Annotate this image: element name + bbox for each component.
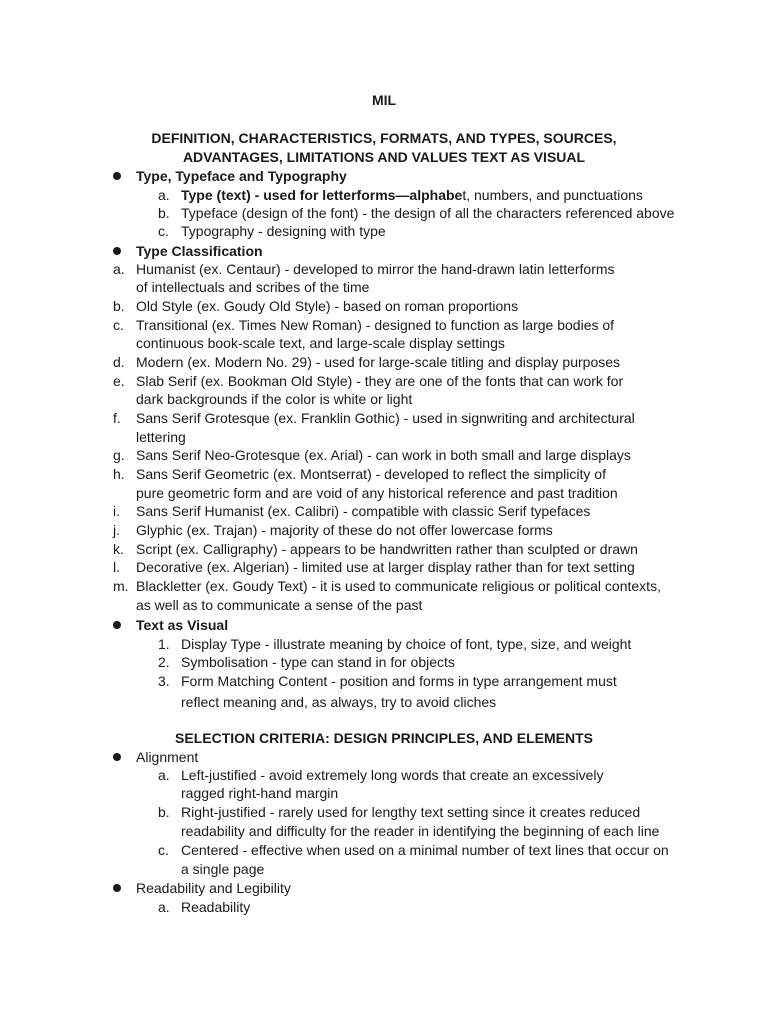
- list-marker: f.: [113, 410, 121, 426]
- list-marker: j.: [113, 522, 120, 538]
- list-item-line: Humanist (ex. Centaur) - developed to mirror the hand-drawn latin letterforms: [136, 261, 615, 277]
- list-marker: b.: [158, 804, 170, 820]
- list-item-line: a single page: [181, 861, 265, 877]
- list-marker: a.: [158, 899, 170, 915]
- list-marker: m.: [113, 578, 129, 594]
- list-marker: 2.: [158, 654, 170, 670]
- bullet-icon: [113, 172, 121, 180]
- list-item-line: Old Style (ex. Goudy Old Style) - based on roman proportions: [136, 298, 519, 314]
- list-marker: e.: [113, 373, 125, 389]
- list-item-line: Symbolisation - type can stand in for objects: [181, 654, 455, 670]
- section-type-label: Type, Typeface and Typography: [136, 168, 347, 184]
- list-item-line: readability and difficulty for the reader in identifying the beginning of each line: [181, 823, 660, 839]
- section-alignment-label: Alignment: [136, 749, 199, 765]
- list-item-line: Form Matching Content - position and forms in type arrangement must: [181, 673, 617, 689]
- list-item-line: Transitional (ex. Times New Roman) - designed to function as large bodies of: [136, 317, 615, 333]
- list-marker: 1.: [158, 636, 170, 652]
- list-item-line: Readability: [181, 899, 251, 915]
- list-item: Typography - designing with type: [181, 223, 386, 239]
- document-title: MIL: [371, 92, 397, 108]
- list-item-line: Sans Serif Neo-Grotesque (ex. Arial) - can work in both small and large displays: [136, 447, 631, 463]
- list-item-line: Display Type - illustrate meaning by choice of font, type, size, and weight: [181, 636, 632, 652]
- bullet-icon: [113, 753, 121, 761]
- list-marker: c.: [113, 317, 124, 333]
- list-marker: a.: [158, 767, 170, 783]
- section-readability-label: Readability and Legibility: [136, 880, 291, 896]
- list-item-line: ragged right-hand margin: [181, 785, 339, 801]
- list-item-line: dark backgrounds if the color is white or light: [136, 391, 413, 407]
- list-item-line: Sans Serif Geometric (ex. Montserrat) - developed to reflect the simplicity of: [136, 466, 606, 482]
- list-marker: c.: [158, 842, 169, 858]
- bullet-icon: [113, 621, 121, 629]
- list-item-line: lettering: [136, 429, 186, 445]
- list-marker: l.: [113, 559, 120, 575]
- list-item-line: Centered - effective when used on a minimal number of text lines that occur on: [181, 842, 669, 858]
- list-item-line: Glyphic (ex. Trajan) - majority of these do not offer lowercase forms: [136, 522, 553, 538]
- section-classification-label: Type Classification: [136, 243, 263, 259]
- main-heading-line-1: DEFINITION, CHARACTERISTICS, FORMATS, AND TYPES, SOURCES,: [151, 130, 617, 146]
- list-item-line: Sans Serif Humanist (ex. Calibri) - compatible with classic Serif typefaces: [136, 503, 591, 519]
- selection-heading: SELECTION CRITERIA: DESIGN PRINCIPLES, AND ELEMENTS: [175, 730, 593, 746]
- list-marker: i.: [113, 503, 120, 519]
- list-item: Typeface (design of the font) - the design of all the characters referenced above: [181, 205, 675, 221]
- list-item-line: Script (ex. Calligraphy) - appears to be handwritten rather than sculpted or drawn: [136, 541, 638, 557]
- list-marker: b.: [113, 298, 125, 314]
- list-item-line: of intellectuals and scribes of the time: [136, 279, 370, 295]
- list-item: [181, 186, 643, 204]
- list-marker: a.: [113, 261, 125, 277]
- list-marker: b.: [158, 205, 170, 221]
- bullet-icon: [113, 247, 121, 255]
- list-item-line: pure geometric form and are void of any historical reference and past tradition: [136, 485, 618, 501]
- list-marker: k.: [113, 541, 124, 557]
- list-item-line: Slab Serif (ex. Bookman Old Style) - they are one of the fonts that can work for: [136, 373, 624, 389]
- list-item-rest: t, numbers, and punctuations: [462, 187, 643, 203]
- list-marker: g.: [113, 447, 125, 463]
- list-marker: 3.: [158, 673, 170, 689]
- list-marker: h.: [113, 466, 125, 482]
- bullet-icon: [113, 884, 121, 892]
- list-marker: c.: [158, 223, 169, 239]
- list-item-line: Decorative (ex. Algerian) - limited use at larger display rather than for text setting: [136, 559, 635, 575]
- list-item-line: Modern (ex. Modern No. 29) - used for large-scale titling and display purposes: [136, 354, 621, 370]
- list-item-line: reflect meaning and, as always, try to avoid cliches: [181, 694, 497, 710]
- list-item-line: continuous book-scale text, and large-scale display settings: [136, 335, 505, 351]
- list-item-line: Left-justified - avoid extremely long words that create an excessively: [181, 767, 604, 783]
- list-item-line: Blackletter (ex. Goudy Text) - it is used to communicate religious or political contexts,: [136, 578, 661, 594]
- section-visual-label: Text as Visual: [136, 617, 229, 633]
- list-item-line: as well as to communicate a sense of the past: [136, 597, 423, 613]
- list-marker: d.: [113, 354, 125, 370]
- main-heading-line-2: ADVANTAGES, LIMITATIONS AND VALUES TEXT AS VISUAL: [182, 149, 586, 165]
- list-item-line: Sans Serif Grotesque (ex. Franklin Gothic) - used in signwriting and architectural: [136, 410, 635, 426]
- list-item-bold-part: Type (text) - used for letterforms—alphabe: [181, 187, 463, 203]
- list-marker: a.: [158, 187, 170, 203]
- list-item-line: Right-justified - rarely used for lengthy text setting since it creates reduced: [181, 804, 641, 820]
